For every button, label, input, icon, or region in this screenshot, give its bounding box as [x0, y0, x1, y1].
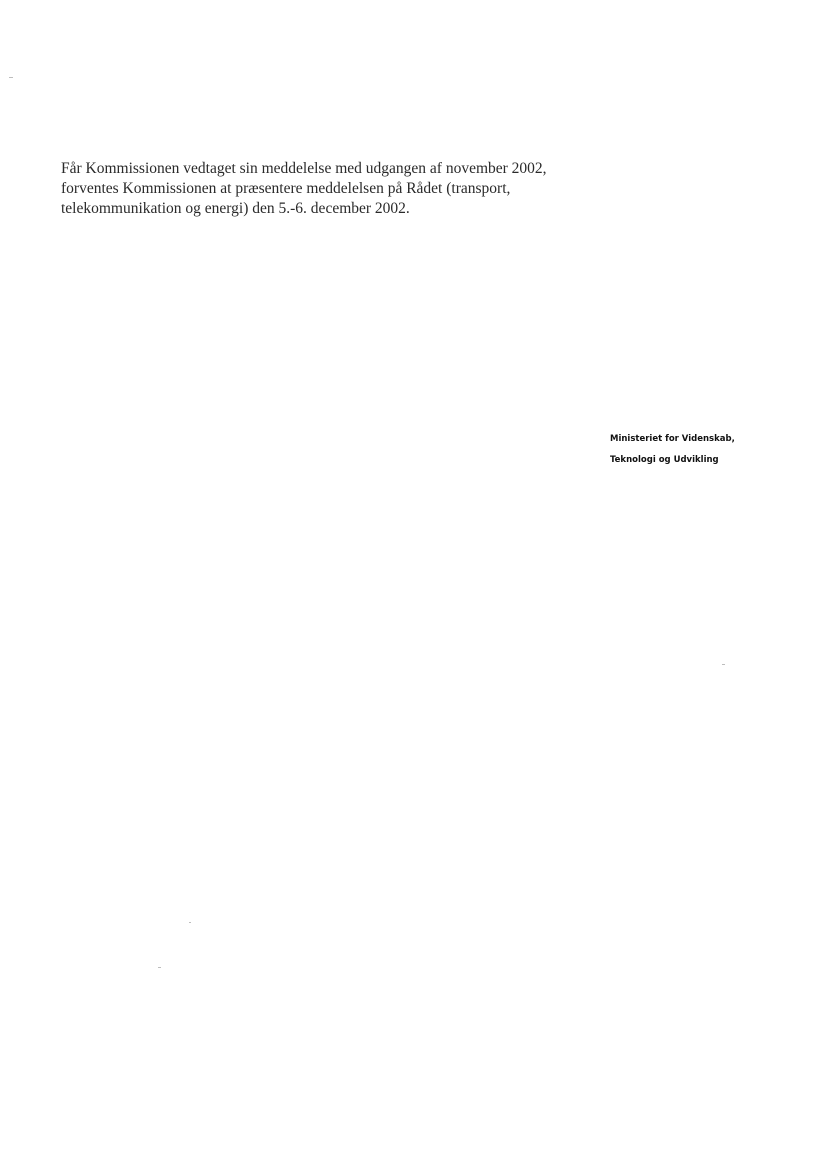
scan-speck: [9, 77, 13, 78]
paragraph-line: telekommunikation og energi) den 5.-6. december 2002.: [61, 200, 410, 217]
body-paragraph: [61, 159, 601, 219]
sender-line: Teknologi og Udvikling: [610, 455, 719, 465]
paragraph-line: Får Kommissionen vedtaget sin meddelelse med udgangen af november 2002,: [61, 160, 547, 177]
sender-block: [610, 429, 735, 471]
paragraph-line: forventes Kommissionen at præsentere meddelelsen på Rådet (transport,: [61, 180, 511, 197]
sender-line: Ministeriet for Videnskab,: [610, 434, 735, 444]
scan-speck: [158, 967, 161, 968]
scan-speck: [722, 664, 725, 665]
scan-speck: [189, 922, 191, 923]
